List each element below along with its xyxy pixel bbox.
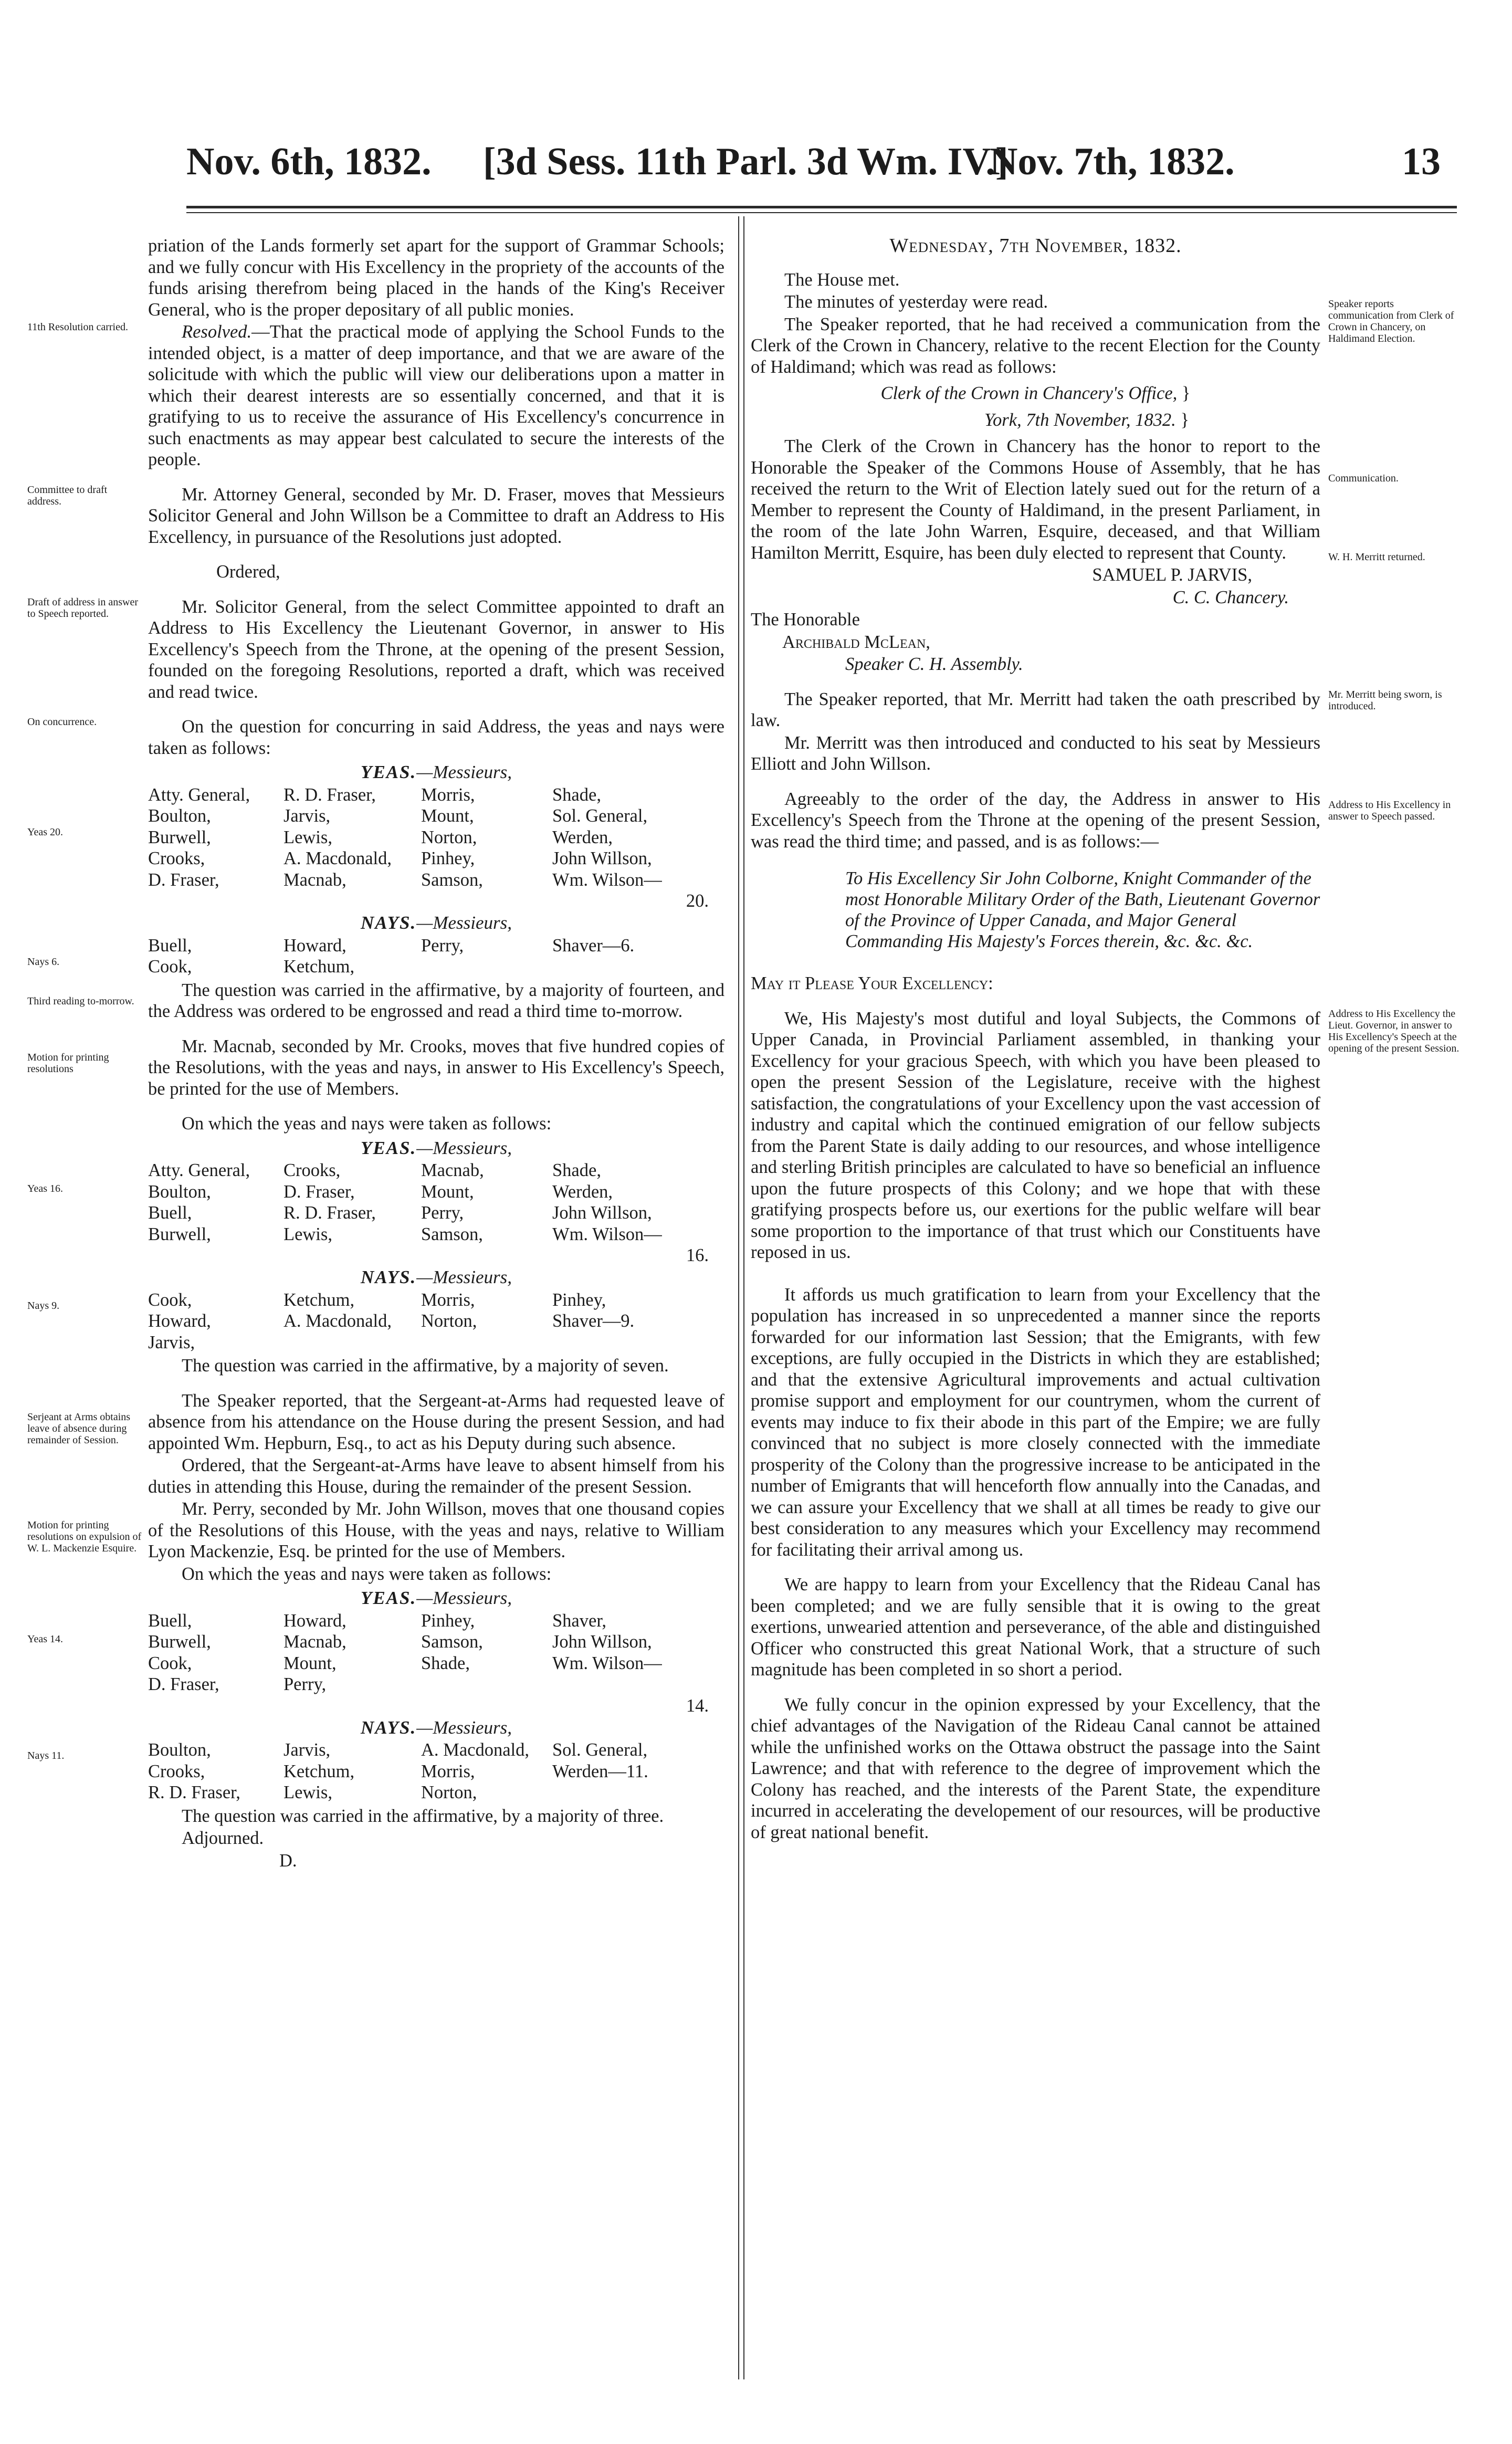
division-row bbox=[148, 1674, 699, 1695]
paragraph bbox=[751, 688, 1442, 731]
member-name: Sol. General, bbox=[552, 1740, 648, 1760]
member-name: Buell, bbox=[148, 1610, 192, 1631]
member-name: Ketchum, bbox=[284, 1289, 355, 1310]
member-name bbox=[552, 956, 699, 978]
clerk-office: Clerk of the Crown in Chancery's Office, } bbox=[880, 383, 1191, 403]
paragraph bbox=[27, 1390, 724, 1454]
division-row bbox=[148, 869, 699, 891]
paragraph bbox=[751, 436, 1425, 563]
paragraph-resolution bbox=[27, 321, 724, 470]
member-name: Samson, bbox=[421, 1224, 483, 1244]
motion-text: Mr. Attorney General, seconded by Mr. D. Fraser, moves that Messieurs Solicitor General and John Willson be a Committee to draft an Address to His Excellency, in pursuance of the Resolutions just adopted. bbox=[148, 484, 724, 547]
member-name: Atty. General, bbox=[148, 784, 250, 805]
column-rule bbox=[743, 216, 744, 2379]
member-name: John Willson, bbox=[552, 1203, 652, 1223]
division-nays bbox=[27, 1739, 724, 1803]
division-nays bbox=[27, 935, 724, 978]
division-row bbox=[148, 1224, 699, 1245]
member-name: Pinhey, bbox=[421, 1610, 475, 1631]
header-session: [3d Sess. 11th Parl. 3d Wm. IV.] bbox=[483, 140, 1009, 183]
division-total: 16. bbox=[686, 1245, 709, 1265]
report-text: The Speaker reported, that Mr. Merritt had taken the oath prescribed by law. bbox=[751, 689, 1320, 730]
member-name: Norton, bbox=[421, 827, 477, 847]
margin-note: Serjeant at Arms obtains leave of absence during remainder of Session. bbox=[27, 1411, 131, 1446]
yeas-heading: YEAS.—Messieurs, bbox=[360, 1588, 512, 1608]
division-row bbox=[148, 1631, 699, 1653]
division-table bbox=[148, 1160, 699, 1245]
member-name: Crooks, bbox=[148, 1761, 205, 1781]
member-name: Samson, bbox=[421, 869, 483, 890]
margin-note: Committee to draft address. bbox=[27, 484, 108, 507]
resolution-text: —That the practical mode of applying the School Funds to the intended object, is a matter of deep importance, and that we are aware of the solicitude with which the public will view our deliberations upon a matter in which their dearest interests are so essentially concerned, and that it is gratifying to us to receive the assurance of His Excellency's concurrence in such enactments as may appear best calculated to secure the interests of the people. bbox=[148, 322, 724, 469]
member-name: Samson, bbox=[421, 1632, 483, 1652]
margin-note: Nays 11. bbox=[27, 1750, 65, 1761]
member-name: Crooks, bbox=[148, 848, 205, 868]
margin-note: Address to His Excellency in answer to Speech passed. bbox=[1328, 799, 1451, 822]
paragraph bbox=[751, 789, 1451, 853]
order-text: Agreeably to the order of the day, the Address in answer to His Excellency's Speech from the Throne at the opening of the present Session, was read the third time; and passed, and is as follows:— bbox=[751, 789, 1320, 852]
paragraph: It affords us much gratification to learn from your Excellency that the population has increased in so unprecedented a manner since the reports forwarded for our information last Session; that the Emigrants, with few exceptions, are fully occupied in the Districts in which they are established; and that the extensive Agricultural improvements and actual cultivation promise support and employment for our countrymen, whom the current of events may induce to fix their abode in this part of the Empire; we are fully convinced that no subject is more closely connected with the immediate prosperity of the Colony than the progressive increase to be anticipated in the number of Emigrants that will henceforth flow annually into the Canadas, and we can assure your Excellency that we shall at all times be ready to give our best consideration to any measures which your Excellency may recommend for facilitating their arrival among us. bbox=[751, 1284, 1320, 1560]
address-text: We, His Majesty's most dutiful and loyal Subjects, the Commons of Upper Canada, in Provincial Parliament assembled, in thanking your Excellency for your gracious Speech, with which you have been pleased to open the present Session of the Legislature, receive with the highest satisfaction, the congratulations of your Excellency upon the vast accession of industry and capital which the continued emigration of our fellow subjects from the Parent State is daily adding to our resources, and whose intelligence and sterling British principles are calculated to have so beneficial an influence upon the future prospects of this Colony; and we hope that with these gratifying prospects before us, our exertions for the public welfare will bear some proportion to the importance of that trust which our Constituents have reposed in us. bbox=[751, 1008, 1320, 1262]
margin-note: Yeas 16. bbox=[27, 1183, 63, 1194]
margin-note: Motion for printing resolutions bbox=[27, 1051, 109, 1075]
margin-note: Draft of address in answer to Speech reported. bbox=[27, 596, 139, 620]
paragraph bbox=[27, 1498, 724, 1562]
division-yeas bbox=[27, 784, 724, 911]
member-name: Burwell, bbox=[148, 1224, 211, 1244]
margin-note: Yeas 20. bbox=[27, 826, 63, 838]
division-row bbox=[148, 1181, 699, 1203]
division-yeas bbox=[27, 1160, 724, 1265]
header-rule-thin bbox=[186, 212, 1457, 213]
nays-heading: NAYS.—Messieurs, bbox=[360, 912, 512, 933]
member-name: Mount, bbox=[421, 1181, 474, 1202]
left-column bbox=[27, 235, 724, 1872]
division-row bbox=[148, 1202, 699, 1224]
member-name: R. D. Fraser, bbox=[284, 784, 376, 805]
paragraph: Mr. Merritt was then introduced and conducted to his seat by Messieurs Elliott and John Willson. bbox=[751, 732, 1320, 774]
member-name bbox=[421, 1332, 552, 1354]
member-name: Cook, bbox=[148, 957, 192, 977]
signature-name: SAMUEL P. JARVIS, bbox=[1092, 565, 1252, 585]
member-name: Perry, bbox=[421, 935, 464, 956]
margin-note: Mr. Merritt being sworn, is introduced. bbox=[1328, 688, 1442, 712]
page-number: 13 bbox=[1402, 140, 1441, 183]
header-date-left: Nov. 6th, 1832. bbox=[186, 140, 432, 183]
margin-note: Speaker reports communication from Clerk of Crown in Chancery, on Haldimand Election. bbox=[1328, 298, 1454, 344]
margin-note: Communication. bbox=[1328, 473, 1399, 484]
salutation: May it Please Your Excellency: bbox=[751, 973, 993, 993]
division-row bbox=[148, 1782, 699, 1803]
margin-note: Yeas 14. bbox=[27, 1633, 63, 1645]
division-row bbox=[148, 805, 699, 827]
member-name bbox=[552, 1332, 699, 1354]
margin-note: Nays 9. bbox=[27, 1299, 60, 1312]
margin-note: Nays 6. bbox=[27, 956, 60, 968]
division-total: 14. bbox=[686, 1695, 709, 1716]
member-name: Perry, bbox=[284, 1674, 327, 1694]
signature-title: C. C. Chancery. bbox=[1172, 587, 1289, 607]
member-name bbox=[552, 1674, 699, 1695]
division-row bbox=[148, 1289, 699, 1311]
division-table bbox=[148, 1289, 699, 1354]
resolved-lead: Resolved. bbox=[182, 322, 252, 342]
paragraph: priation of the Lands formerly set apart for the support of Grammar Schools; and we fully concur with His Excellency in the propriety of the accounts of the funds arising therefrom being placed in the hands of the King's Receiver General, who is the proper depositary of all public monies. bbox=[148, 236, 724, 320]
division-yeas bbox=[27, 1610, 724, 1716]
division-row bbox=[148, 784, 699, 806]
member-name: Lewis, bbox=[284, 1782, 332, 1802]
division-row bbox=[148, 827, 699, 848]
ordered-line: Ordered, bbox=[216, 562, 280, 582]
member-name: Ketchum, bbox=[284, 957, 355, 977]
member-name: Macnab, bbox=[421, 1160, 484, 1180]
member-name: A. Macdonald, bbox=[421, 1740, 529, 1760]
paragraph bbox=[27, 596, 724, 703]
paragraph: On which the yeas and nays were taken as follows: bbox=[182, 1564, 552, 1584]
member-name: Shade, bbox=[421, 1653, 470, 1673]
member-name: Howard, bbox=[284, 935, 346, 956]
division-row bbox=[148, 1332, 699, 1354]
member-name: Boulton, bbox=[148, 1181, 211, 1202]
member-name: D. Fraser, bbox=[148, 869, 219, 890]
member-name: A. Macdonald, bbox=[284, 1311, 392, 1331]
member-name: Shade, bbox=[552, 784, 601, 805]
margin-note: Motion for printing resolutions on expulsion of W. L. Mackenzie Esquire. bbox=[27, 1519, 142, 1554]
division-row bbox=[148, 1610, 699, 1632]
header-date-right: Nov. 7th, 1832. bbox=[990, 140, 1235, 183]
adjourned-line: Adjourned. bbox=[182, 1828, 264, 1848]
member-name: A. Macdonald, bbox=[284, 848, 392, 868]
member-name: Buell, bbox=[148, 935, 192, 956]
member-name: Morris, bbox=[421, 1761, 475, 1781]
member-name: Shade, bbox=[552, 1160, 601, 1180]
member-name: Cook, bbox=[148, 1653, 192, 1673]
addressee: To His Excellency Sir John Colborne, Knight Commander of the most Honorable Military Order of the Bath, Lieutenant Governor of the Province of Upper Canada, and Major General Commanding His Majesty's Forces therein, &c. &c. &c. bbox=[845, 868, 1320, 951]
division-total: 20. bbox=[686, 891, 709, 911]
division-row bbox=[148, 935, 699, 957]
speaker-title: Speaker C. H. Assembly. bbox=[845, 654, 1023, 674]
member-name: Werden, bbox=[552, 1181, 613, 1202]
question-text: On the question for concurring in said Address, the yeas and nays were taken as follows: bbox=[148, 717, 724, 758]
motion-text: Mr. Perry, seconded by Mr. John Willson, moves that one thousand copies of the Resolutions of this House, with the yeas and nays, relative to William Lyon Mackenzie, Esq. be printed for the use of Members. bbox=[148, 1499, 724, 1561]
running-head bbox=[186, 138, 1457, 186]
paragraph: On which the yeas and nays were taken as follows: bbox=[182, 1114, 552, 1134]
result-text: The question was carried in the affirmative, by a majority of fourteen, and the Address was ordered to be engrossed and read a third time to-morrow. bbox=[148, 980, 724, 1021]
yeas-heading: YEAS.—Messieurs, bbox=[360, 1137, 512, 1158]
division-table bbox=[148, 1610, 699, 1695]
member-name: Wm. Wilson— bbox=[552, 1653, 662, 1673]
member-name: Werden—11. bbox=[552, 1761, 648, 1781]
division-nays bbox=[27, 1289, 724, 1354]
member-name: John Willson, bbox=[552, 1632, 652, 1652]
member-name: Lewis, bbox=[284, 1224, 332, 1244]
member-name: Perry, bbox=[421, 1203, 464, 1223]
speaker-name: Archibald McLean, bbox=[782, 632, 930, 652]
member-name: Burwell, bbox=[148, 1632, 211, 1652]
report-text: Mr. Solicitor General, from the select Committee appointed to draft an Address to His Excellency the Lieutenant Governor, in answer to His Excellency's Speech from the Throne, at the opening of the present Session, founded on the foregoing Resolutions, reported a draft, which was received and read twice. bbox=[148, 596, 724, 702]
column-rule bbox=[738, 216, 739, 2379]
member-name: Shaver—6. bbox=[552, 935, 635, 956]
clerk-date: York, 7th November, 1832. } bbox=[984, 410, 1189, 430]
division-row bbox=[148, 1739, 699, 1761]
header-rule-thick bbox=[186, 206, 1457, 208]
member-name: Macnab, bbox=[284, 1632, 346, 1652]
margin-note: Address to His Excellency the Lieut. Governor, in answer to His Excellency's Speech at the opening of the present Session. bbox=[1328, 1008, 1460, 1054]
member-name: Boulton, bbox=[148, 806, 211, 826]
signature: D. bbox=[279, 1850, 297, 1871]
paragraph bbox=[27, 484, 724, 548]
communication-text: The Clerk of the Crown in Chancery has the honor to report to the Honorable the Speaker of the Commons House of Assembly, that he has received the return to the Writ of Election lately sued out for the return of a Member to represent the County of Haldimand, in the present Parliament, in the room of the late John Warren, Esquire, deceased, and that William Hamilton Merritt, Esquire, has been duly elected to represent that County. bbox=[751, 436, 1320, 563]
nays-heading: NAYS.—Messieurs, bbox=[360, 1267, 512, 1287]
paragraph bbox=[27, 716, 724, 759]
nays-heading: NAYS.—Messieurs, bbox=[360, 1717, 512, 1738]
paragraph bbox=[751, 1008, 1460, 1263]
minutes-line: The minutes of yesterday were read. bbox=[784, 292, 1048, 312]
member-name: John Willson, bbox=[552, 848, 652, 868]
member-name: Pinhey, bbox=[552, 1289, 606, 1310]
member-name: Atty. General, bbox=[148, 1160, 250, 1180]
house-met: The House met. bbox=[784, 269, 900, 290]
member-name: Wm. Wilson— bbox=[552, 1224, 662, 1244]
member-name: Buell, bbox=[148, 1203, 192, 1223]
member-name: D. Fraser, bbox=[148, 1674, 219, 1694]
member-name: Jarvis, bbox=[284, 1740, 331, 1760]
margin-note: On concurrence. bbox=[27, 716, 97, 728]
member-name bbox=[421, 1674, 552, 1695]
member-name: Jarvis, bbox=[284, 806, 331, 826]
division-row bbox=[148, 956, 699, 978]
member-name: Boulton, bbox=[148, 1740, 211, 1760]
division-row bbox=[148, 1310, 699, 1332]
member-name: D. Fraser, bbox=[284, 1181, 355, 1202]
member-name: Morris, bbox=[421, 784, 475, 805]
paragraph: We are happy to learn from your Excellency that the Rideau Canal has been completed; and we are fully sensible that it is owing to the great exertions, unwearied attention and perseverance, of the able and distinguished Officer who constructed this great National Work, that a structure of such magnitude has been completed in so short a period. bbox=[751, 1575, 1320, 1680]
member-name bbox=[552, 1782, 699, 1803]
member-name: Cook, bbox=[148, 1289, 192, 1310]
member-name: Shaver—9. bbox=[552, 1311, 635, 1331]
paragraph: We fully concur in the opinion expressed by your Excellency, that the chief advantages of the Navigation of the Rideau Canal cannot be attained while the unfinished works on the Ottawa obstruct the passage into the Saint Lawrence; and that with reference to the degree of improvement which the Colony has reached, and the interests of the Parent State, the expenditure incurred in accelerating the developement of our resources, will be productive of great national benefit. bbox=[751, 1694, 1320, 1842]
member-name: Howard, bbox=[284, 1610, 346, 1631]
member-name: R. D. Fraser, bbox=[284, 1203, 376, 1223]
member-name: Macnab, bbox=[284, 869, 346, 890]
division-table bbox=[148, 1739, 699, 1803]
member-name: Norton, bbox=[421, 1782, 477, 1802]
paragraph bbox=[27, 1036, 724, 1100]
member-name: Mount, bbox=[421, 806, 474, 826]
member-name bbox=[421, 956, 552, 978]
member-name: Ketchum, bbox=[284, 1761, 355, 1781]
margin-note: W. H. Merritt returned. bbox=[1328, 551, 1425, 563]
margin-note: Third reading to-morrow. bbox=[27, 995, 134, 1007]
paragraph: The question was carried in the affirmative, by a majority of three. bbox=[182, 1806, 664, 1826]
report-text: The Speaker reported, that the Sergeant-at-Arms had requested leave of absence from his attendance on the House during the present Session, and had appointed Wm. Hepburn, Esq., to act as his Deputy during such absence. bbox=[148, 1390, 724, 1453]
member-name: Werden, bbox=[552, 827, 613, 847]
member-name: Wm. Wilson— bbox=[552, 869, 662, 890]
member-name: Morris, bbox=[421, 1289, 475, 1310]
member-name: Sol. General, bbox=[552, 806, 648, 826]
sitting-date: Wednesday, 7th November, 1832. bbox=[889, 235, 1182, 257]
member-name: Shaver, bbox=[552, 1610, 607, 1631]
margin-note: 11th Resolution carried. bbox=[27, 321, 128, 333]
member-name: Lewis, bbox=[284, 827, 332, 847]
division-table bbox=[148, 784, 699, 891]
member-name: R. D. Fraser, bbox=[148, 1782, 240, 1802]
motion-text: Mr. Macnab, seconded by Mr. Crooks, moves that five hundred copies of the Resolutions, with the yeas and nays, in answer to His Excellency's Speech, be printed for the use of Members. bbox=[148, 1036, 724, 1099]
paragraph: The question was carried in the affirmative, by a majority of seven. bbox=[182, 1356, 669, 1376]
member-name: Mount, bbox=[284, 1653, 337, 1673]
division-row bbox=[148, 1761, 699, 1782]
member-name: Howard, bbox=[148, 1311, 211, 1331]
paragraph: Ordered, that the Sergeant-at-Arms have leave to absent himself from his duties in attending this House, during the remainder of the present Session. bbox=[148, 1455, 724, 1497]
yeas-heading: YEAS.—Messieurs, bbox=[360, 762, 512, 782]
division-row bbox=[148, 1160, 699, 1181]
paragraph bbox=[27, 980, 724, 1022]
division-row bbox=[148, 1653, 699, 1674]
report-text: The Speaker reported, that he had received a communication from the Clerk of the Crown in Chancery, relative to the recent Election for the County of Haldimand; which was read as follows: bbox=[751, 314, 1320, 377]
member-name: Crooks, bbox=[284, 1160, 341, 1180]
member-name: Jarvis, bbox=[148, 1332, 195, 1352]
member-name: Pinhey, bbox=[421, 848, 475, 868]
member-name bbox=[284, 1332, 421, 1354]
division-table bbox=[148, 935, 699, 978]
member-name: Norton, bbox=[421, 1311, 477, 1331]
right-column bbox=[751, 235, 1460, 1844]
division-row bbox=[148, 848, 699, 869]
addressed-to: The Honorable bbox=[751, 610, 860, 630]
member-name: Burwell, bbox=[148, 827, 211, 847]
